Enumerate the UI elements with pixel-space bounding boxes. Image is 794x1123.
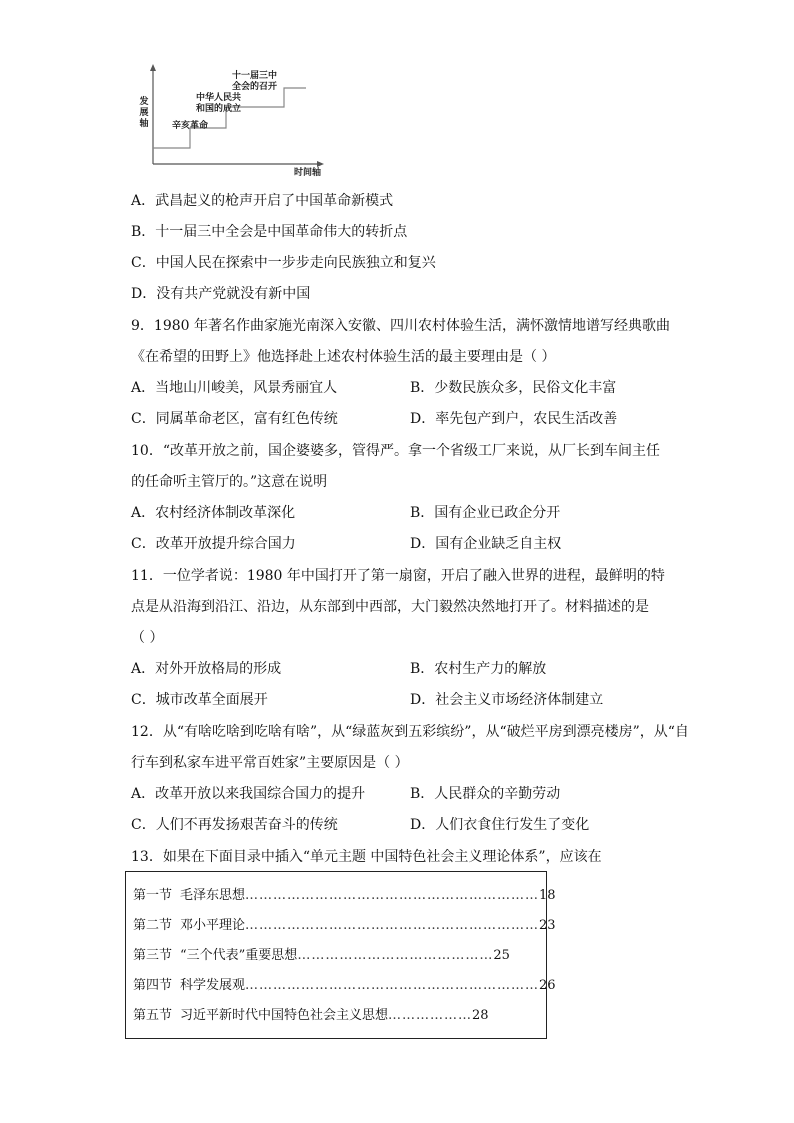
q13-stem-line1: 13．如果在下面目录中插入“单元主题 中国特色社会主义理论体系”，应该在 — [131, 849, 602, 865]
q11-option-c: C．城市改革全面展开 — [131, 692, 268, 708]
q9-option-d: D．率先包产到户，农民生活改善 — [410, 411, 618, 427]
toc-leader: ……………………………………………………… — [245, 888, 540, 903]
q12-option-a: A．改革开放以来我国综合国力的提升 — [131, 786, 366, 802]
toc-row — [133, 1007, 489, 1025]
q9-option-a: A．当地山川峻美，风景秀丽宜人 — [131, 380, 338, 396]
q8-option-c: C．中国人民在探索中一步步走向民族独立和复兴 — [131, 255, 436, 271]
q12-option-b: B．人民群众的辛勤劳动 — [410, 786, 561, 802]
q8-option-d: D．没有共产党就没有新中国 — [131, 286, 311, 302]
q8-option-b: B．十一届三中全会是中国革命伟大的转折点 — [131, 224, 408, 240]
step-chart-svg — [130, 60, 330, 185]
toc-row — [133, 887, 556, 905]
step-xinhai: 辛亥革命 — [172, 121, 209, 131]
step-prc-founding: 中华人民共 和国的成立 — [196, 93, 242, 114]
table-of-contents — [125, 871, 556, 1039]
q9-stem-line1: 9．1980 年著名作曲家施光南深入安徽、四川农村体验生活，满怀激情地谱写经典歌曲 — [131, 318, 670, 334]
q12-option-d: D．人们衣食住行发生了变化 — [410, 817, 590, 833]
q12-stem-line2: 行车到私家车进平常百姓家”主要原因是（ ） — [131, 755, 409, 771]
toc-leader: ……………… — [388, 1008, 473, 1023]
toc-title: 邓小平理论 — [180, 918, 246, 933]
toc-title: 科学发展观 — [180, 978, 246, 993]
q11-stem-line1: 11．一位学者说：1980 年中国打开了第一扇窗，开启了融入世界的进程，最鲜明的特 — [131, 568, 665, 584]
q10-stem-line1: 10．“改革开放之前，国企婆婆多，管得严。拿一个省级工厂来说，从厂长到车间主任 — [131, 443, 660, 459]
development-figure — [130, 60, 330, 185]
toc-page: 23 — [539, 918, 556, 933]
q10-option-d: D．国有企业缺乏自主权 — [410, 536, 562, 552]
x-axis-label: 时间轴 — [294, 168, 322, 178]
toc-leader: ……………………………………………………… — [245, 978, 540, 993]
q11-option-b: B．农村生产力的解放 — [410, 661, 547, 677]
toc-section: 第五节 — [133, 1008, 173, 1023]
toc-title: 习近平新时代中国特色社会主义思想 — [180, 1008, 389, 1023]
q9-option-c: C．同属革命老区，富有红色传统 — [131, 411, 338, 427]
q11-stem-line2: 点是从沿海到沿江、沿边，从东部到中西部，大门毅然决然地打开了。材料描述的是 — [131, 599, 649, 615]
step-third-plenum: 十一届三中 全会的召开 — [232, 71, 278, 92]
toc-section: 第四节 — [133, 978, 173, 993]
toc-page: 18 — [539, 888, 556, 903]
toc-page: 28 — [472, 1008, 489, 1023]
toc-page: 25 — [493, 948, 510, 963]
toc-section: 第二节 — [133, 918, 173, 933]
toc-row — [133, 977, 556, 995]
q9-stem-line2: 《在希望的田野上》他选择赴上述农村体验生活的最主要理由是（ ） — [131, 349, 556, 365]
q12-stem-line1: 12．从“有啥吃啥到吃啥有啥”，从“绿蓝灰到五彩缤纷”，从“破烂平房到漂亮楼房”，从“自 — [131, 724, 689, 740]
toc-title: 毛泽东思想 — [180, 888, 246, 903]
toc-row — [133, 947, 510, 965]
q9-option-b: B．少数民族众多，民俗文化丰富 — [410, 380, 617, 396]
q12-option-c: C．人们不再发扬艰苦奋斗的传统 — [131, 817, 338, 833]
toc-page: 26 — [539, 978, 556, 993]
toc-row — [133, 917, 556, 935]
toc-leader: ……………………………………………………… — [245, 918, 540, 933]
q11-option-a: A．对外开放格局的形成 — [131, 661, 282, 677]
toc-section: 第一节 — [133, 888, 173, 903]
q10-option-b: B．国有企业已政企分开 — [410, 505, 561, 521]
q10-option-a: A．农村经济体制改革深化 — [131, 505, 296, 521]
q10-option-c: C．改革开放提升综合国力 — [131, 536, 296, 552]
q11-stem-line3: （ ） — [131, 630, 164, 646]
q11-option-d: D．社会主义市场经济体制建立 — [410, 692, 604, 708]
q8-option-a: A．武昌起义的枪声开启了中国革命新模式 — [131, 193, 394, 209]
q10-stem-line2: 的任命听主管厅的。”这意在说明 — [131, 474, 328, 490]
toc-leader: …………………………………… — [297, 948, 494, 963]
toc-title: “三个代表”重要思想 — [180, 948, 298, 963]
toc-section: 第三节 — [133, 948, 173, 963]
y-axis-label: 发展轴 — [139, 97, 149, 129]
